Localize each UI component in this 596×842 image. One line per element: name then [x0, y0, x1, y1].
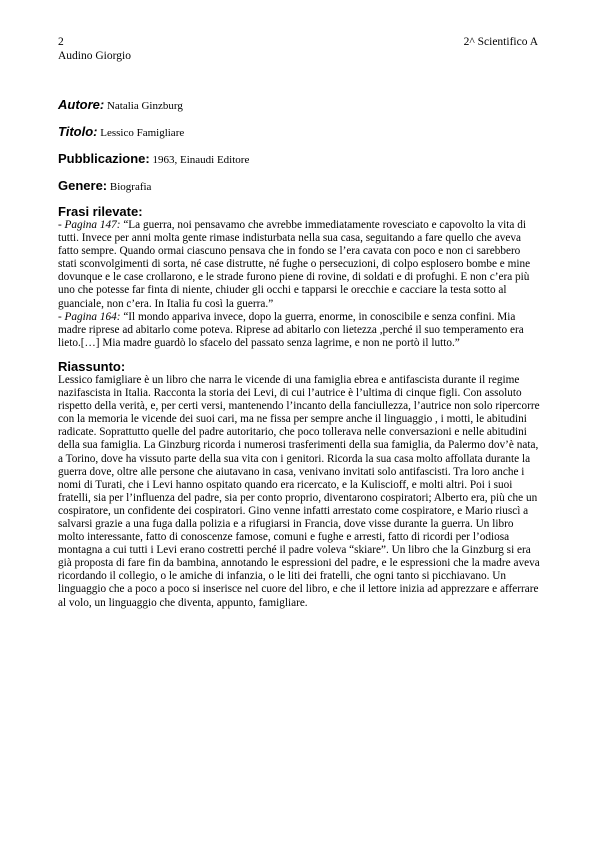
quote-paragraph — [58, 219, 540, 311]
page-header-left — [58, 35, 131, 63]
quote-page-ref: - Pagina 164: — [58, 310, 121, 323]
section-spacer — [58, 350, 540, 360]
quote-paragraph — [58, 311, 540, 350]
meta-value: Natalia Ginzburg — [106, 100, 183, 112]
meta-label: Pubblicazione: — [58, 151, 150, 166]
quote-text: “La guerra, noi pensavamo che avrebbe immediatamente rovesciato e capovolto la vita di tutti. Invece per anni molta gente rimase indisturbata nella sua casa, seguitando a fare quello che aveva fatto sempre. Quando ormai ciascuno pensava che in fondo se l’era cavata con poco e non ci sarebbero stati sconvolgimenti di sorta, né case distrutte, né fughe o persecuzioni, di colpo esplosero bombe e mine dovunque e le case crollarono, e le strade furono piene di rovine, di soldati e di profughi. E non c’era più uno che potesse far finta di niente, chiuder gli occhi e tapparsi le orecchie e cacciare la testa sotto al guanciale, non c’era. In Italia fu così la guerra.” — [58, 219, 531, 310]
document-body — [58, 97, 540, 610]
meta-author — [58, 97, 540, 114]
meta-label: Genere: — [58, 178, 108, 193]
meta-value: Lessico Famigliare — [100, 127, 185, 139]
meta-title — [58, 124, 540, 141]
page-number: 2 — [58, 36, 64, 48]
meta-label: Titolo: — [58, 124, 98, 139]
class-label: 2^ Scientifico A — [463, 36, 538, 48]
meta-label: Autore: — [58, 97, 105, 112]
meta-genre — [58, 178, 540, 195]
meta-value: Biografia — [109, 181, 152, 193]
summary-text: Lessico famigliare è un libro che narra le vicende di una famiglia ebrea e antifascista durante il regime nazifascista in Italia. Racconta la storia dei Levi, di cui l’autrice è l’ultima di cinque figli. Con assoluto rispetto della verità, e, per certi versi, mantenendo l’incanto della fanciullezza, l’autrice non solo ripercorre con la memoria le vicende dei suoi cari, ma ne fissa per sempre anche il linguaggio , i motti, le abitudini radicate. Soprattutto quelle del padre autoritario, che poco tollerava nelle conversazioni e nelle abitudini della sua famiglia. La Ginzburg ricorda i numerosi trasferimenti della sua famiglia, da Palermo dov’è nata, a Torino, dove ha vissuto parte della sua vita con i genitori. Ricorda la sua casa molto affollata durante la guerra dove, oltre alle persone che aiutavano in casa, venivano invitati solo antifascisti. Tra loro anche i nomi di Turati, che i Levi hanno ospitato quando era ricercato, e la Kuliscioff, e molti altri. Poi i suoi fratelli, sia per l’influenza del padre, sia per conto proprio, diventarono cospiratori; Alberto era, più che un cospiratore, un confidente dei cospiratori. Gino venne infatti arrestato come cospiratore, e Mario riuscì a salvarsi grazie a una fuga dalla polizia e a rifugiarsi in Francia, dove visse durante la guerra. Un libro molto interessante, fatto di conoscenze famose, comuni e fughe e arresti, fatto di ricordi per l’odiosa montagna a cui tutti i Levi erano costretti perché il padre voleva “skiare”. Un libro che la Ginzburg si era già proposta di fare fin da bambina, annotando le espressioni del padre, e le espressioni che la madre aveva ricordando il collegio, o le amiche di infanzia, o le liti dei fratelli, che ogni tanto si picchiavano. Un linguaggio che a poco a poco si inserisce nel cuore del libro, e che il lettore inizia ad apprezzare e afferrare al volo, un linguaggio che diventa, appunto, famigliare. — [58, 373, 540, 609]
meta-value: 1963, Einaudi Editore — [152, 154, 250, 166]
meta-publication — [58, 151, 540, 168]
student-name: Audino Giorgio — [58, 50, 131, 62]
quote-page-ref: - Pagina 147: — [58, 219, 121, 231]
quotes-heading: Frasi rilevate: — [58, 204, 143, 219]
quote-text: “Il mondo appariva invece, dopo la guerra, enorme, in conoscibile e senza confini. Mia madre riprese ad abitarlo come poteva. Riprese ad abitarlo con lietezza ,perché il suo temperamento era lieto.[…] Mia madre guardò lo sfacelo del passato senza lagrime, e non ne portò il lutto.” — [58, 310, 524, 349]
summary-heading: Riassunto: — [58, 358, 126, 374]
